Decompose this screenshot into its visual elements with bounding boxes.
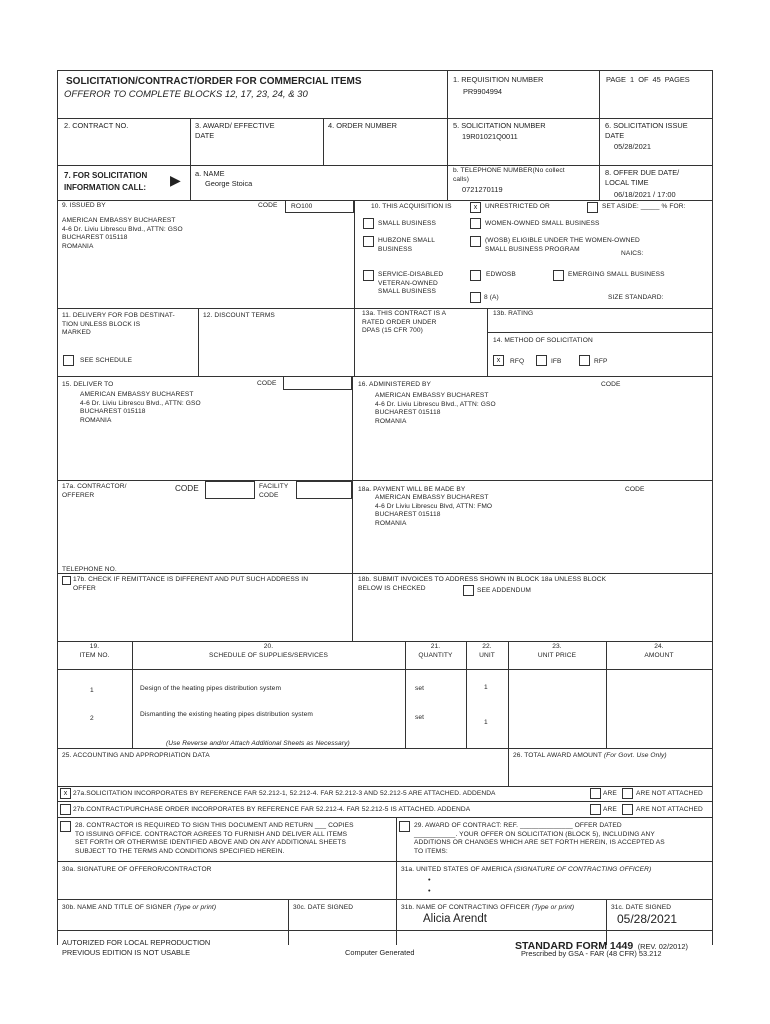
- naics-label: NAICS:: [621, 250, 644, 257]
- sdvosb-label: SERVICE-DISABLED VETERAN-OWNED SMALL BUSINESS: [378, 271, 444, 296]
- addenda-27a-are-label: ARE: [603, 790, 617, 797]
- col-item-header: 19. ITEM NO.: [79, 643, 110, 659]
- telephone-label: b. TELEPHONE NUMBER(No collect calls): [453, 167, 565, 183]
- wosb-label: WOMEN-OWNED SMALL BUSINESS: [485, 220, 600, 227]
- deliver-to-code-label: CODE: [257, 380, 277, 387]
- wosb-eligible-checkbox[interactable]: [470, 236, 481, 247]
- award-date-label: 3. AWARD/ EFFECTIVE DATE: [195, 121, 275, 140]
- payment-code-label: CODE: [625, 486, 645, 493]
- clause-28-text: 28. CONTRACTOR IS REQUIRED TO SIGN THIS DOCUMENT AND RETURN ___ COPIES TO ISSUING OFFICE. CONTRACTOR AGREES TO FURNISH AND DELIVER ALL ITEMS SET FORTH OR OTHERWISE IDENTIFIED ABOVE AND ON ANY ADDITIONAL SHEETS SUBJECT TO THE TERMS AND CONDITIONS SPECIFIED HEREIN.: [75, 822, 354, 855]
- deliver-to-label: 15. DELIVER TO: [62, 381, 114, 388]
- facility-code-box[interactable]: [296, 481, 352, 499]
- eight-a-label: 8 (A): [484, 294, 499, 301]
- officer-date-label: 31c. DATE SIGNED: [611, 904, 672, 911]
- small-business-checkbox[interactable]: [363, 218, 374, 229]
- ifb-label: IFB: [551, 358, 562, 365]
- wosb-checkbox[interactable]: [470, 218, 481, 229]
- discount-terms-label: 12. DISCOUNT TERMS: [203, 312, 275, 319]
- contractor-code-box[interactable]: [205, 481, 255, 499]
- clause-29-text: 29. AWARD OF CONTRACT: REF. ______________ OFFER DATED ___________. YOUR OFFER ON SOLICITATION (BLOCK 5), INCLUDING ANY ADDITIONS OR CHANGES WHICH ARE SET FORTH HEREIN, IS ACCEPTED AS TO ITEMS:: [414, 822, 665, 855]
- requisition-value[interactable]: PR9904994: [463, 87, 503, 96]
- offer-due-label: 8. OFFER DUE DATE/ LOCAL TIME: [605, 168, 680, 187]
- set-aside-checkbox[interactable]: [587, 202, 598, 213]
- clause-27a-label: 27a.SOLICITATION INCORPORATES BY REFERENCE FAR 52.212-1, 52.212-4. FAR 52.212-3 AND 52.212-5 ARE ATTACHED. ADDENDA: [73, 790, 496, 797]
- payment-address: AMERICAN EMBASSY BUCHAREST 4-6 Dr Liviu Librescu Blvd, ATTN: FMO BUCHAREST 015118 ROMANIA: [375, 494, 493, 527]
- issue-date-label: 6. SOLICITATION ISSUE DATE: [605, 121, 688, 140]
- officer-name-label: 31b. NAME OF CONTRACTING OFFICER (Type or print): [401, 904, 575, 911]
- see-addendum-checkbox[interactable]: [463, 585, 474, 596]
- see-schedule-checkbox[interactable]: [63, 355, 74, 366]
- issued-by-code-value: RO100: [291, 203, 313, 210]
- administered-by-label: 16. ADMINISTERED BY: [358, 381, 431, 388]
- clause-27b-label: 27b.CONTRACT/PURCHASE ORDER INCORPORATES BY REFERENCE FAR 52.212-4. FAR 52.212-5 IS ATTACHED. ADDENDA: [73, 806, 471, 813]
- footer-reproduction-note: AUTORIZED FOR LOCAL REPRODUCTION PREVIOUS EDITION IS NOT USABLE: [62, 938, 211, 957]
- col-quantity-header: 21. QUANTITY: [418, 643, 453, 659]
- rated-order-label: 13a. THIS CONTRACT IS A RATED ORDER UNDER DPAS (15 CFR 700): [362, 310, 447, 335]
- submit-invoices-label: 18b. SUBMIT INVOICES TO ADDRESS SHOWN IN BLOCK 18a UNLESS BLOCK BELOW IS CHECKED: [358, 576, 607, 592]
- emerging-label: EMERGING SMALL BUSINESS: [568, 271, 665, 278]
- emerging-checkbox[interactable]: [553, 270, 564, 281]
- solicitation-number-label: 5. SOLICITATION NUMBER: [453, 121, 546, 130]
- hubzone-checkbox[interactable]: [363, 236, 374, 247]
- rfq-label: RFQ: [510, 358, 525, 365]
- bullet: •: [428, 886, 431, 895]
- row-unit: 1: [484, 719, 488, 726]
- schedule-note: (Use Reverse and/or Attach Additional Sheets as Necessary): [166, 740, 350, 747]
- footer-computer-generated: Computer Generated: [345, 948, 415, 957]
- addenda-27b-are-label: ARE: [603, 806, 617, 813]
- size-standard-label: SIZE STANDARD:: [608, 294, 664, 301]
- remittance-label: 17b. CHECK IF REMITTANCE IS DIFFERENT AND PUT SUCH ADDRESS IN OFFER: [73, 576, 309, 592]
- form-number: STANDARD FORM 1449 (REV. 02/2012): [515, 940, 688, 952]
- method-label: 14. METHOD OF SOLICITATION: [493, 337, 593, 344]
- offer-due-value[interactable]: 06/18/2021 / 17:00: [614, 190, 676, 199]
- edwosb-checkbox[interactable]: [470, 270, 481, 281]
- contractor-code-label: CODE: [175, 484, 199, 493]
- clause-28-checkbox[interactable]: [60, 821, 71, 832]
- row-item-no: 1: [90, 687, 94, 694]
- solicitation-number-value[interactable]: 19R01021Q0011: [462, 132, 518, 141]
- prescribed-by: Prescribed by GSA - FAR (48 CFR) 53.212: [521, 949, 662, 958]
- clause-29-checkbox[interactable]: [399, 821, 410, 832]
- hubzone-label: HUBZONE SMALL BUSINESS: [378, 237, 435, 253]
- page-count: PAGE 1 OF 45 PAGES: [606, 75, 690, 84]
- wosb-eligible-label: (WOSB) ELIGIBLE UNDER THE WOMEN-OWNED SMALL BUSINESS PROGRAM: [485, 237, 640, 253]
- administered-by-address: AMERICAN EMBASSY BUCHAREST 4-6 Dr. Liviu Librescu Blvd., ATTN: GSO BUCHAREST 015118 ROMANIA: [375, 392, 496, 425]
- form-title: SOLICITATION/CONTRACT/ORDER FOR COMMERCIAL ITEMS: [66, 76, 362, 87]
- telephone-no-label: TELEPHONE NO.: [62, 566, 117, 573]
- offeror-signature-label: 30a. SIGNATURE OF OFFEROR/CONTRACTOR: [62, 866, 212, 873]
- contact-name-value[interactable]: George Stoica: [205, 179, 253, 188]
- addenda-27b-not-label: ARE NOT ATTACHED: [636, 806, 703, 813]
- col-unit-price-header: 23. UNIT PRICE: [537, 643, 577, 659]
- addenda-27b-are-checkbox[interactable]: [590, 804, 601, 815]
- sdvosb-checkbox[interactable]: [363, 270, 374, 281]
- issued-by-code-box[interactable]: [285, 200, 354, 213]
- signer-name-label: 30b. NAME AND TITLE OF SIGNER (Type or print): [62, 904, 217, 911]
- contract-no-label: 2. CONTRACT NO.: [64, 121, 129, 130]
- addenda-27a-not-checkbox[interactable]: [622, 788, 633, 799]
- deliver-to-address: AMERICAN EMBASSY BUCHAREST 4-6 Dr. Liviu Librescu Blvd., ATTN: GSO BUCHAREST 015118 ROMANIA: [80, 391, 201, 424]
- addenda-27b-not-checkbox[interactable]: [622, 804, 633, 815]
- eight-a-checkbox[interactable]: [470, 292, 481, 303]
- total-award-label: 26. TOTAL AWARD AMOUNT (For Govt. Use Only): [513, 752, 667, 759]
- row-description: Dismantling the existing heating pipes distribution system: [140, 711, 313, 718]
- unrestricted-label: UNRESTRICTED OR: [485, 203, 550, 210]
- rfp-label: RFP: [594, 358, 608, 365]
- rating-label: 13b. RATING: [493, 310, 534, 317]
- officer-name-value[interactable]: Alicia Arendt: [423, 913, 487, 925]
- offeror-date-label: 30c. DATE SIGNED: [293, 904, 354, 911]
- rfq-checkbox[interactable]: x: [493, 355, 504, 366]
- rfp-checkbox[interactable]: [579, 355, 590, 366]
- arrow-right-icon: ▶: [170, 172, 181, 188]
- issue-date-value[interactable]: 05/28/2021: [614, 142, 651, 151]
- accounting-label: 25. ACCOUNTING AND APPROPRIATION DATA: [62, 752, 210, 759]
- form-subtitle: OFFEROR TO COMPLETE BLOCKS 12, 17, 23, 24, & 30: [64, 89, 308, 100]
- ifb-checkbox[interactable]: [536, 355, 547, 366]
- payment-label: 18a. PAYMENT WILL BE MADE BY: [358, 486, 466, 493]
- row-quantity: set: [415, 685, 425, 692]
- facility-code-label: FACILITY CODE: [259, 483, 289, 499]
- acquisition-label: 10. THIS ACQUISITION IS: [371, 203, 452, 210]
- delivery-fob-label: 11. DELIVERY FOR FOB DESTINAT- TION UNLESS BLOCK IS MARKED: [62, 312, 175, 337]
- officer-date-value[interactable]: 05/28/2021: [617, 912, 678, 926]
- usa-signature-label: 31a. UNITED STATES OF AMERICA (SIGNATURE OF CONTRACTING OFFICER): [401, 866, 652, 873]
- administered-by-code-label: CODE: [601, 381, 621, 388]
- issued-by-code-label: CODE: [258, 202, 278, 209]
- contractor-label: 17a. CONTRACTOR/ OFFERER: [62, 483, 127, 499]
- addenda-27a-not-label: ARE NOT ATTACHED: [636, 790, 703, 797]
- info-call-label: 7. FOR SOLICITATION INFORMATION CALL:: [64, 171, 148, 192]
- col-supplies-header: 20. SCHEDULE OF SUPPLIES/SERVICES: [209, 643, 328, 659]
- col-unit-header: 22. UNIT: [479, 643, 495, 659]
- order-number-label: 4. ORDER NUMBER: [328, 121, 397, 130]
- unrestricted-checkbox[interactable]: x: [470, 202, 481, 213]
- contact-name-label: a. NAME: [195, 169, 225, 178]
- clause-27b-checkbox[interactable]: [60, 804, 71, 815]
- small-business-label: SMALL BUSINESS: [378, 220, 436, 227]
- remittance-checkbox[interactable]: [62, 576, 71, 585]
- set-aside-label: SET ASIDE: _____ % FOR:: [602, 203, 686, 210]
- deliver-to-code-box[interactable]: [283, 376, 352, 390]
- telephone-value[interactable]: 0721270119: [462, 185, 503, 194]
- row-item-no: 2: [90, 715, 94, 722]
- row-description: Design of the heating pipes distribution system: [140, 685, 282, 692]
- requisition-label: 1. REQUISITION NUMBER: [453, 75, 544, 84]
- see-addendum-label: SEE ADDENDUM: [477, 587, 531, 594]
- col-amount-header: 24. AMOUNT: [644, 643, 674, 659]
- edwosb-label: EDWOSB: [486, 271, 516, 278]
- issued-by-label: 9. ISSUED BY: [62, 202, 106, 209]
- bullet: •: [428, 875, 431, 884]
- row-unit: 1: [484, 684, 488, 691]
- addenda-27a-are-checkbox[interactable]: [590, 788, 601, 799]
- row-quantity: set: [415, 714, 425, 721]
- issued-by-address: AMERICAN EMBASSY BUCHAREST 4-6 Dr. Liviu Librescu Blvd., ATTN: GSO BUCHAREST 015118 ROMANIA: [62, 217, 183, 250]
- clause-27a-checkbox[interactable]: x: [60, 788, 71, 799]
- see-schedule-label: SEE SCHEDULE: [80, 357, 133, 364]
